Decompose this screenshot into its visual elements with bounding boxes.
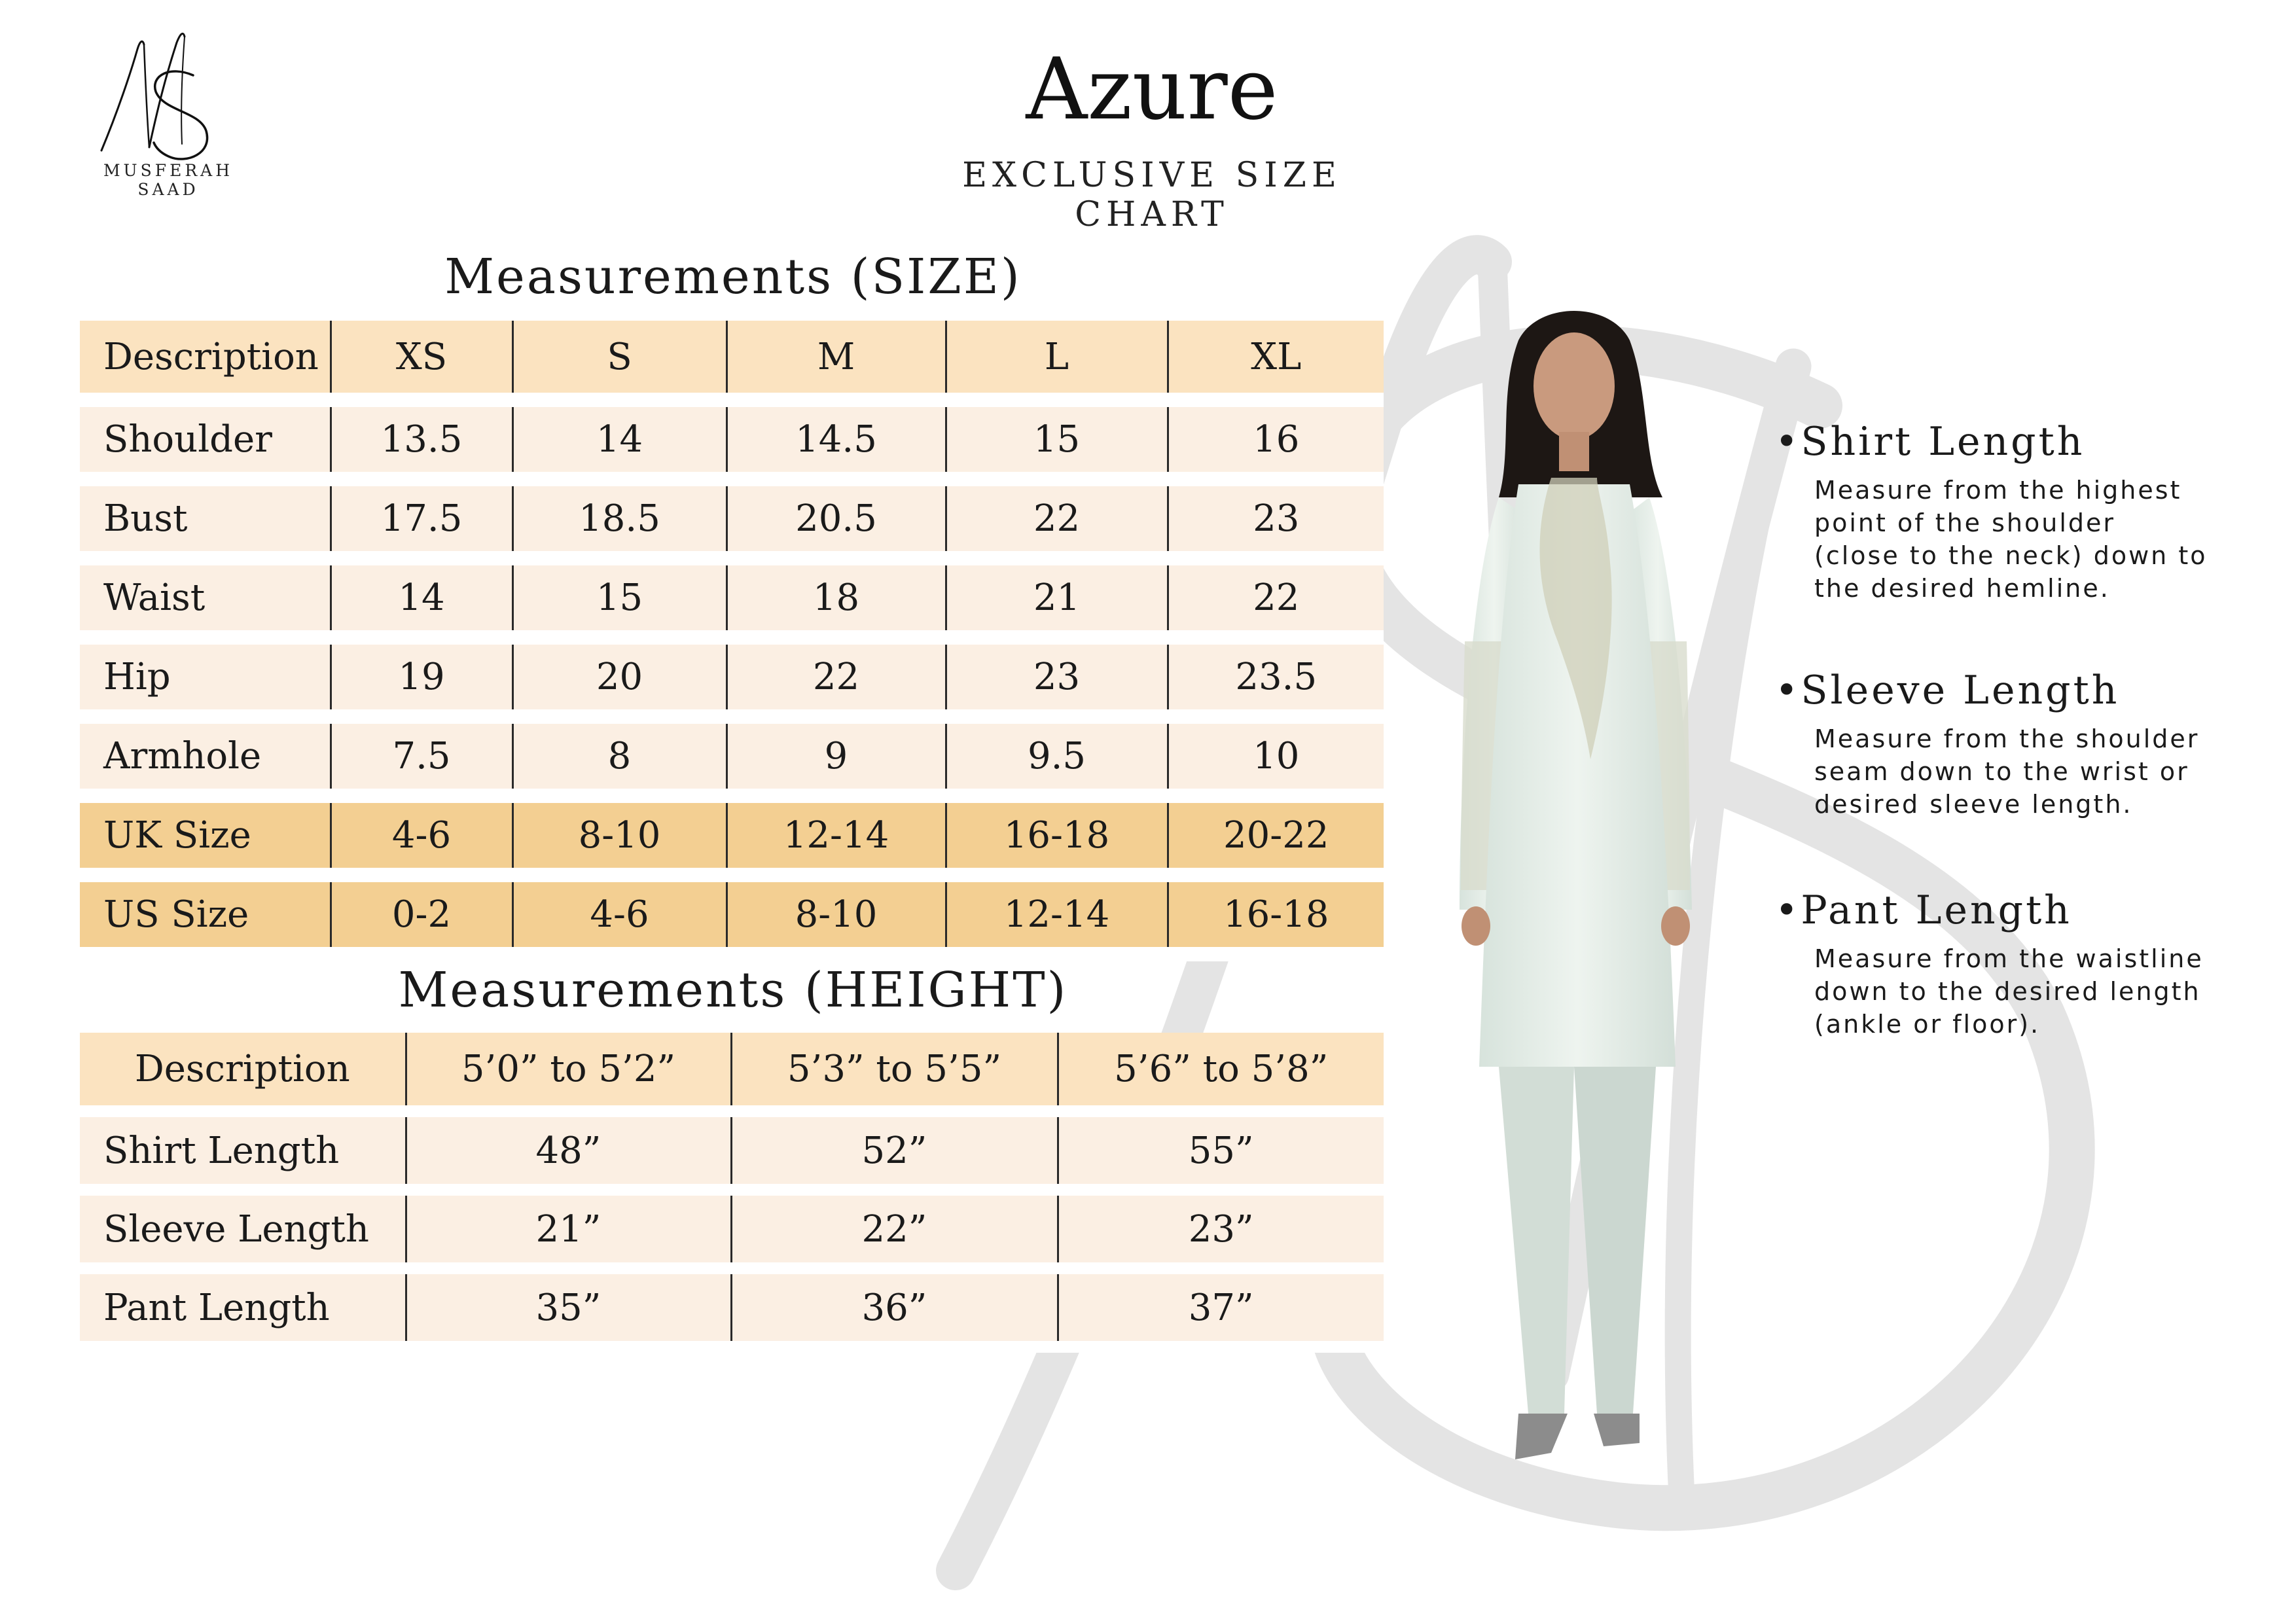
cell: 4-6 (512, 875, 726, 954)
cell: 22 (946, 479, 1168, 558)
cell: 19 (331, 637, 512, 717)
cell: 37” (1058, 1268, 1384, 1347)
cell: 22 (726, 637, 946, 717)
cell: 9.5 (946, 717, 1168, 796)
header-cell: S (512, 321, 726, 400)
page-title: Azure (1026, 39, 1278, 139)
row-label: Sleeve Length (80, 1190, 406, 1268)
note-title: •Shirt Length (1775, 419, 2085, 465)
header-cell: Description (80, 1033, 406, 1111)
size-table-header (80, 321, 1384, 400)
row-label: Pant Length (80, 1268, 406, 1347)
row-label: UK Size (80, 796, 331, 875)
height-table (80, 1033, 1384, 1353)
header-cell: Description (80, 321, 331, 400)
header-cell: M (726, 321, 946, 400)
cell: 14 (331, 558, 512, 637)
table-row (80, 717, 1384, 796)
size-table (80, 321, 1384, 961)
cell: 8 (512, 717, 726, 796)
cell: 10 (1168, 717, 1384, 796)
table-row (80, 875, 1384, 954)
table-row (80, 796, 1384, 875)
note-title: •Sleeve Length (1775, 668, 2120, 713)
cell: 21 (946, 558, 1168, 637)
cell: 14 (512, 400, 726, 479)
note-sleeve-length (1775, 668, 2259, 821)
table-row (80, 1111, 1384, 1190)
cell: 13.5 (331, 400, 512, 479)
header-cell: L (946, 321, 1168, 400)
cell: 21” (406, 1190, 731, 1268)
cell: 9 (726, 717, 946, 796)
cell: 52” (731, 1111, 1058, 1190)
header-cell: 5’3” to 5’5” (731, 1033, 1058, 1111)
row-label: Bust (80, 479, 331, 558)
table-row (80, 1190, 1384, 1268)
page-subtitle: EXCLUSIVE SIZE CHART (962, 156, 1342, 234)
note-text: Measure from the highest point of the shoulder (close to the neck) down to the desired hemline. (1814, 476, 2208, 603)
height-table-header (80, 1033, 1384, 1111)
note-pant-length (1775, 887, 2259, 1041)
cell: 20 (512, 637, 726, 717)
cell: 22” (731, 1190, 1058, 1268)
row-label: Waist (80, 558, 331, 637)
row-label: Hip (80, 637, 331, 717)
table-row (80, 558, 1384, 637)
cell: 16 (1168, 400, 1384, 479)
cell: 35” (406, 1268, 731, 1347)
table-row (80, 1268, 1384, 1347)
cell: 23 (946, 637, 1168, 717)
brand-name: MUSFERAH SAAD (103, 161, 234, 199)
cell: 22 (1168, 558, 1384, 637)
height-table-title: Measurements (HEIGHT) (398, 962, 1068, 1018)
cell: 20-22 (1168, 796, 1384, 875)
note-title: •Pant Length (1775, 887, 2072, 933)
table-row (80, 479, 1384, 558)
cell: 23 (1168, 479, 1384, 558)
cell: 23” (1058, 1190, 1384, 1268)
cell: 8-10 (726, 875, 946, 954)
model-photo (1388, 301, 1767, 1466)
row-label: Shoulder (80, 400, 331, 479)
cell: 7.5 (331, 717, 512, 796)
cell: 15 (512, 558, 726, 637)
cell: 18 (726, 558, 946, 637)
row-label: Shirt Length (80, 1111, 406, 1190)
cell: 8-10 (512, 796, 726, 875)
table-row (80, 400, 1384, 479)
row-label: US Size (80, 875, 331, 954)
cell: 12-14 (946, 875, 1168, 954)
cell: 18.5 (512, 479, 726, 558)
cell: 36” (731, 1268, 1058, 1347)
row-label: Armhole (80, 717, 331, 796)
cell: 12-14 (726, 796, 946, 875)
cell: 15 (946, 400, 1168, 479)
header-cell: XL (1168, 321, 1384, 400)
cell: 0-2 (331, 875, 512, 954)
note-text: Measure from the shoulder seam down to the wrist or desired sleeve length. (1814, 724, 2200, 819)
header-cell: 5’0” to 5’2” (406, 1033, 731, 1111)
cell: 17.5 (331, 479, 512, 558)
table-row (80, 637, 1384, 717)
header-cell: XS (331, 321, 512, 400)
cell: 48” (406, 1111, 731, 1190)
cell: 14.5 (726, 400, 946, 479)
cell: 16-18 (946, 796, 1168, 875)
cell: 23.5 (1168, 637, 1384, 717)
cell: 16-18 (1168, 875, 1384, 954)
cell: 20.5 (726, 479, 946, 558)
size-table-title: Measurements (SIZE) (444, 249, 1022, 305)
header-cell: 5’6” to 5’8” (1058, 1033, 1384, 1111)
cell: 55” (1058, 1111, 1384, 1190)
cell: 4-6 (331, 796, 512, 875)
note-shirt-length (1775, 419, 2259, 605)
note-text: Measure from the waistline down to the desired length (ankle or floor). (1814, 944, 2204, 1039)
